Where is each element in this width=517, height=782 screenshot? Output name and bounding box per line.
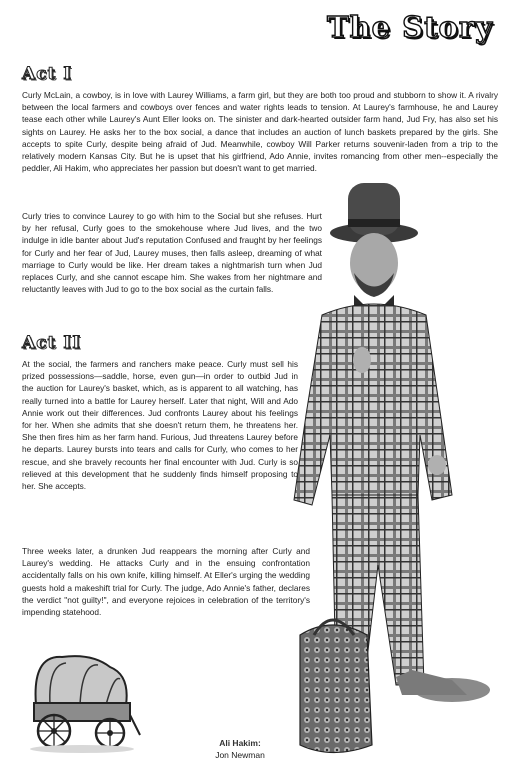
act-two-paragraph-2: Three weeks later, a drunken Jud reappears the morning after Curly and Laurey's wedding. He attacks Curly and in the ensuing confrontation accidentally falls on his own knife, killing himself. At Eller's urging the wedding guests hold a makeshift trial for Curly. The judge, Ado Annie's father, declares the verdict "not guilty!", and everyone rejoices in celebration of the territory's impending statehood. (22, 546, 310, 618)
caption-role: Ali Hakim: (219, 738, 261, 748)
photo-caption (190, 737, 290, 761)
page-title: The Story (326, 10, 493, 44)
act-two-heading: Act II (22, 333, 82, 353)
act-one-paragraph-2: Curly tries to convince Laurey to go with him to the Social but she refuses. Hurt by her refusal, Curly goes to the smokehouse where Jud lives, and the two indulge in idle banter about Jud's reputation Confused and fraught by her feelings for Curly and her fear of Jud, Laurey muses, then falls asleep, dreaming of what marriage to Curly would be like. Her dream takes a nightmarish turn when Jud replaces Curly, and she cannot escape him. She wakes from her nightmare and reluctantly leaves with Jud to go to the box social as the curtain falls. (22, 211, 322, 295)
actor-photo (292, 165, 504, 770)
covered-wagon-icon (22, 645, 142, 755)
caption-actor: Jon Newman (215, 750, 265, 760)
act-two-paragraph-1: At the social, the farmers and ranchers make peace. Curly must sell his prized possessions—saddle, horse, even gun—in order to outbid Jud in the auction for Laurey's basket, which, as is apparent to all watching, has really turned into a battle for Laurey herself. Later that night, Will and Ado Annie work out their differences. Jud confronts Laurey about his feelings for her. When she admits that she doesn't return them, he threatens her. She then fires him as her farm hand. Furious, Jud threatens Laurey before he departs. Laurey bursts into tears and calls for Curly, who comes to her rescue, and she bravely recounts her final encounter with Jud. Curly is so relieved at this development that he suddenly finds himself proposing to her. She accepts. (22, 359, 298, 492)
act-one-heading: Act I (22, 64, 73, 84)
act-one-paragraph-1: Curly McLain, a cowboy, is in love with Laurey Williams, a farm girl, but they are both too proud and stubborn to show it. A rivalry between the local farmers and cowboys over fences and water rights leads to tension. At Laurey's farmhouse, he and Laurey tease each other while Laurey's Aunt Eller looks on. The sinister and dark-hearted outsider farm hand, Jud Fry, has also set his sights on Laurey. He asks her to the box social, a dance that includes an auction of lunch baskets prepared by the girls. She accepts to spite Curly, despite being afraid of Jud. Meanwhile, cowboy Will Parker returns souvenir-laden from a trip to the relatively modern Kansas City. But he is upset that his girlfriend, Ado Annie, invites romancing from other men--especially the peddler, Ali Hakim, who appreciates her passion but doesn't want to get married. (22, 90, 498, 174)
